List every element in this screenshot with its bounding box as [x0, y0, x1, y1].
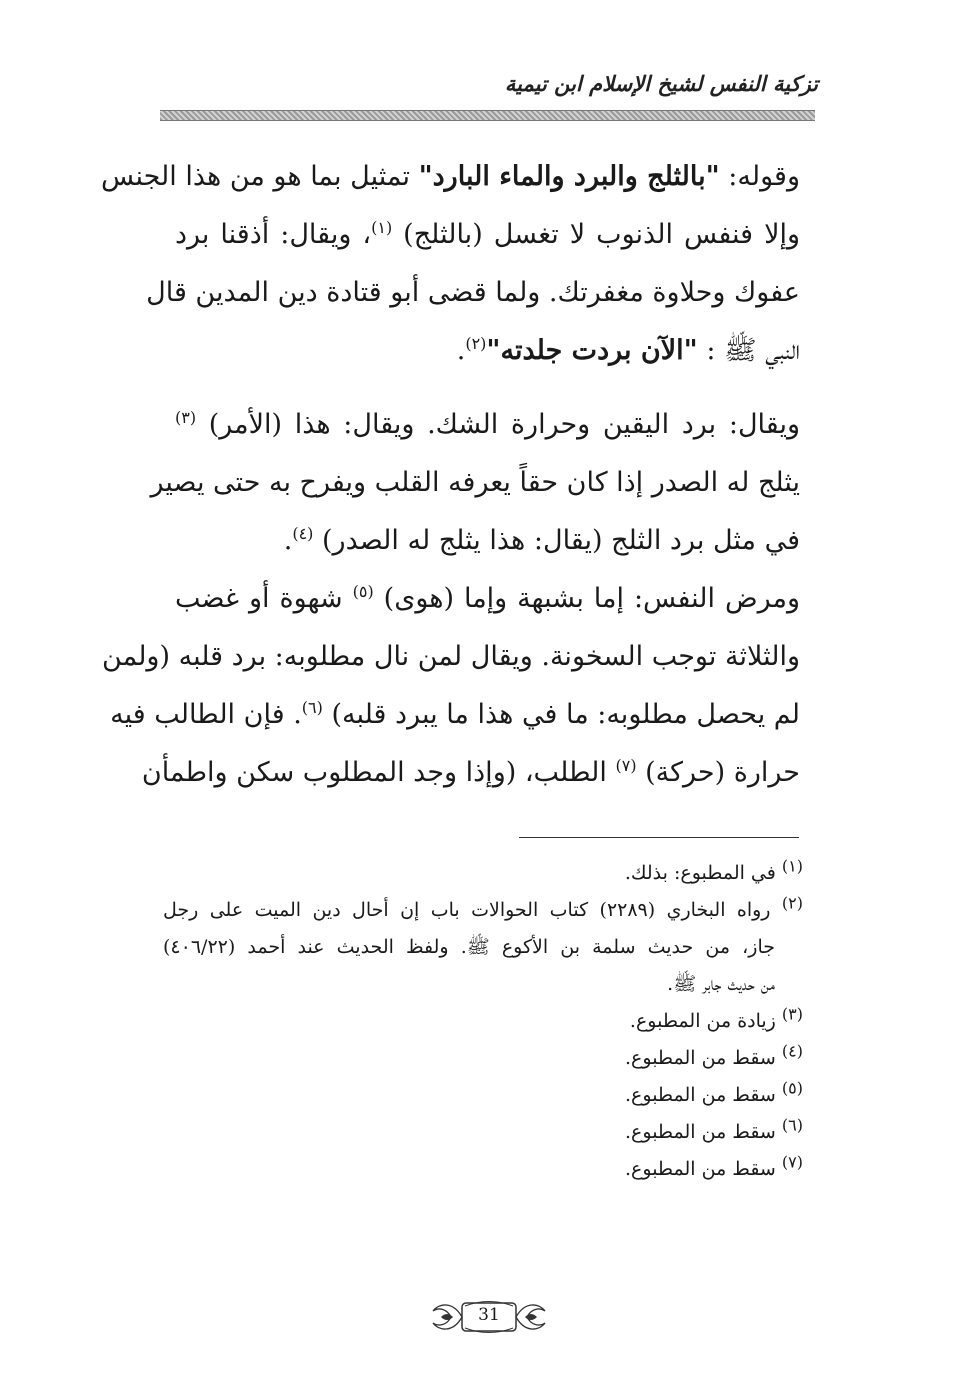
text-run: ومرض النفس: إما بشبهة وإما (هوى) — [373, 583, 800, 614]
paragraph-3 — [102, 570, 800, 802]
footnote-text: سقط من المطبوع. — [625, 1084, 776, 1106]
text-line — [150, 454, 800, 512]
footnote-text: رواه البخاري (٢٢٨٩) كتاب الحوالات باب إن أحال دين الميت على رجل — [163, 899, 771, 921]
text-run: ويقال: برد اليقين وحرارة الشك. ويقال: هذا (الأمر) — [196, 409, 800, 440]
text-line — [175, 512, 800, 570]
footnote-5 — [163, 1077, 803, 1114]
text-line — [146, 264, 800, 322]
text-run: وإلا فنفس الذنوب لا تغسل (بالثلج) — [392, 219, 801, 250]
text-run: يثلج له الصدر إذا كان حقاً يعرفه القلب ويفرح به حتى يصير — [150, 467, 800, 498]
text-run: وقوله: — [719, 161, 800, 192]
header-divider — [160, 110, 815, 121]
footnote-text: من حديث جابر ﷺ. — [667, 973, 775, 995]
text-run: ، ويقال: أذقنا برد — [175, 219, 372, 250]
footnote-2-continuation — [163, 929, 803, 966]
text-run: . — [456, 335, 466, 366]
footnote-marker[interactable]: (٥) — [352, 582, 374, 601]
page-number: 31 — [478, 1305, 500, 1325]
footnote-text: سقط من المطبوع. — [625, 1158, 776, 1180]
text-line — [175, 396, 800, 454]
footnote-1 — [163, 855, 803, 892]
text-run: والثلاثة توجب السخونة. ويقال لمن نال مطلوبه: برد قلبه (ولمن — [102, 641, 800, 672]
text-line — [110, 686, 800, 744]
footnote-number: (٤) — [781, 1041, 803, 1061]
footnote-2-continuation — [163, 966, 803, 1003]
footnote-4 — [163, 1040, 803, 1077]
text-run: حرارة (حركة) — [636, 757, 800, 788]
running-header-title: تزكية النفس لشيخ الإسلام ابن تيمية — [504, 72, 818, 96]
footnote-number: (٧) — [781, 1152, 803, 1172]
footnote-2 — [163, 892, 803, 929]
footnote-marker[interactable]: (١) — [371, 218, 393, 237]
text-line — [175, 206, 800, 264]
text-run: . — [283, 525, 293, 556]
paragraph-1 — [101, 148, 801, 380]
footnote-marker[interactable]: (٦) — [301, 698, 323, 717]
footnote-number: (٢) — [781, 893, 803, 913]
text-run: النبي ﷺ : — [697, 335, 800, 366]
text-line — [141, 744, 800, 802]
text-line — [101, 148, 800, 206]
text-run: لم يحصل مطلوبه: ما في هذا ما يبرد قلبه) — [322, 699, 800, 730]
text-line — [175, 570, 800, 628]
footnote-7 — [163, 1151, 803, 1188]
text-line — [102, 628, 800, 686]
footnote-number: (٥) — [781, 1078, 803, 1098]
footnote-separator — [519, 837, 799, 838]
text-line — [175, 322, 800, 380]
text-run: في مثل برد الثلج (يقال: هذا يثلج له الصدر) — [313, 525, 800, 556]
footnote-number: (١) — [781, 856, 803, 876]
footnote-number: (٣) — [781, 1004, 803, 1024]
footnote-text: في المطبوع: بذلك. — [624, 862, 776, 884]
footnote-marker[interactable]: (٢) — [465, 334, 487, 353]
quoted-hadith: "الآن بردت جلدته" — [486, 335, 698, 366]
text-run: . فإن الطالب فيه — [110, 699, 302, 730]
text-run: شهوة أو غضب — [175, 583, 353, 614]
text-run: الطلب، (وإذا وجد المطلوب سكن واطمأن — [141, 757, 616, 788]
footnote-text: جاز، من حديث سلمة بن الأكوع ﷺ. ولفظ الحديث عند أحمد (٤٠٦/٢٢) — [163, 936, 775, 958]
footnote-text: زيادة من المطبوع. — [629, 1010, 776, 1032]
footnote-number: (٦) — [781, 1115, 803, 1135]
footnote-marker[interactable]: (٤) — [292, 524, 314, 543]
footnote-text: سقط من المطبوع. — [625, 1121, 776, 1143]
text-run: عفوك وحلاوة مغفرتك. ولما قضى أبو قتادة دين المدين قال — [146, 277, 800, 308]
quoted-hadith: "بالثلج والبرد والماء البارد" — [418, 161, 720, 192]
text-run: تمثيل بما هو من هذا الجنس — [101, 161, 419, 192]
footnote-marker[interactable]: (٧) — [615, 756, 637, 775]
footnotes — [163, 855, 803, 1188]
footnote-marker[interactable]: (٣) — [175, 408, 197, 427]
footnote-text: سقط من المطبوع. — [625, 1047, 776, 1069]
footnote-6 — [163, 1114, 803, 1151]
main-text — [101, 148, 801, 802]
paragraph-2 — [150, 396, 800, 570]
footnote-3 — [163, 1003, 803, 1040]
